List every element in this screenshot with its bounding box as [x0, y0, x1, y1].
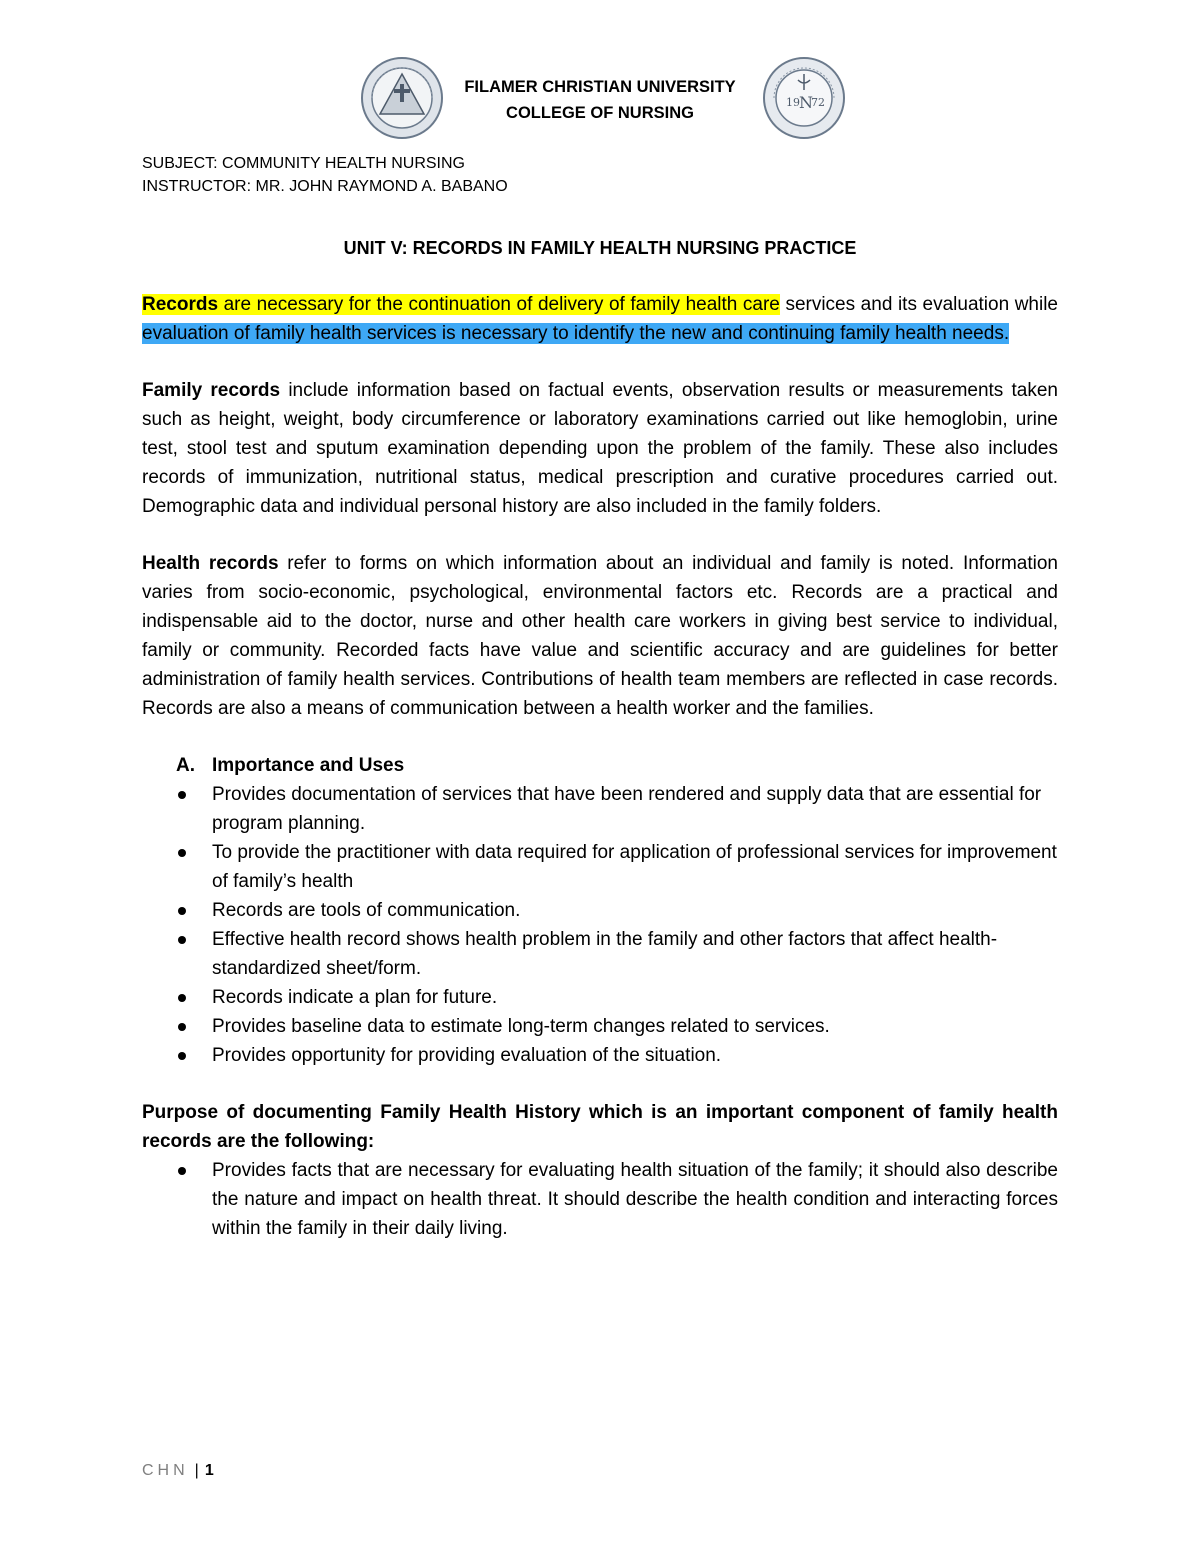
intro-plain-text: services and its evaluation while [779, 294, 1059, 315]
family-records-text: include information based on factual events, observation results or measurements taken such as height, weight, body circumference or laboratory examinations carried out like hemoglobin, urine test, stool test and sputum examination depending upon the problem of the family. These also includes records of immunization, nutritional status, medical prescription and curative procedures carried out. Demographic data and individual personal history are also included in the family folders. [142, 380, 1058, 517]
course-meta [142, 152, 508, 198]
subject-line: SUBJECT: COMMUNITY HEALTH NURSING [142, 155, 465, 172]
instructor-line: INSTRUCTOR: MR. JOHN RAYMOND A. BABANO [142, 178, 508, 195]
page-number: 1 [204, 1462, 214, 1479]
list-item: Effective health record shows health problem in the family and other factors that affect health-standardized sheet/form. [142, 925, 1058, 983]
list-item: Records are tools of communication. [142, 896, 1058, 925]
document-body [142, 290, 1058, 1271]
health-records-text: refer to forms on which information about an individual and family is noted. Information varies from socio-economic, psychological, environmental factors etc. Records are a practical and indispensable aid to the doctor, nurse and other health care workers in giving best service to individual, family or community. Recorded facts have value and scientific accuracy and are guidelines for better administration of family health services. Contributions of health team members are reflected in case records. Records are also a means of communication between a health worker and the families. [142, 553, 1059, 719]
college-seal-icon [762, 56, 846, 140]
list-item: Records indicate a plan for future. [142, 983, 1058, 1012]
list-item: Provides documentation of services that have been rendered and supply data that are essential for program planning. [142, 780, 1058, 838]
section-a-heading [142, 751, 1058, 780]
yellow-highlight [142, 294, 780, 315]
seal-year-left: 19 [786, 96, 800, 109]
college-name: COLLEGE OF NURSING [506, 104, 694, 122]
page-footer [142, 1462, 214, 1480]
intro-paragraph [142, 290, 1058, 348]
university-name: FILAMER CHRISTIAN UNIVERSITY [464, 78, 736, 96]
section-a-title: Importance and Uses [212, 755, 405, 776]
section-a-letter: A. [176, 755, 195, 776]
purpose-heading: Purpose of documenting Family Health History which is an important component of family health records are the following: [142, 1102, 1058, 1152]
blue-highlight: evaluation of family health services is necessary to identify the new and continuing family health needs. [142, 323, 1010, 344]
seal-letter: N [799, 93, 813, 112]
document-header [0, 52, 1200, 152]
list-item: Provides baseline data to estimate long-term changes related to services. [142, 1012, 1058, 1041]
health-records-paragraph [142, 549, 1058, 723]
seal-year-right: 72 [811, 96, 825, 109]
family-records-term: Family records [142, 380, 281, 401]
intro-term: Records [142, 294, 219, 315]
health-records-term: Health records [142, 553, 279, 574]
family-records-paragraph [142, 376, 1058, 521]
unit-title: UNIT V: RECORDS IN FAMILY HEALTH NURSING PRACTICE [343, 238, 857, 258]
intro-yellow-text: are necessary for the continuation of delivery of family health care [218, 294, 780, 315]
institution-name [430, 74, 770, 126]
importance-list [142, 780, 1058, 1070]
footer-label: CHN [142, 1462, 189, 1479]
list-item: Provides opportunity for providing evaluation of the situation. [142, 1041, 1058, 1070]
purpose-list [142, 1156, 1058, 1243]
list-item: To provide the practitioner with data required for application of professional services for improvement of family’s health [142, 838, 1058, 896]
list-item: Provides facts that are necessary for evaluating health situation of the family; it should also describe the nature and impact on health threat. It should describe the health condition and interacting forces within the family in their daily living. [142, 1156, 1058, 1243]
footer-separator: | [194, 1462, 199, 1479]
